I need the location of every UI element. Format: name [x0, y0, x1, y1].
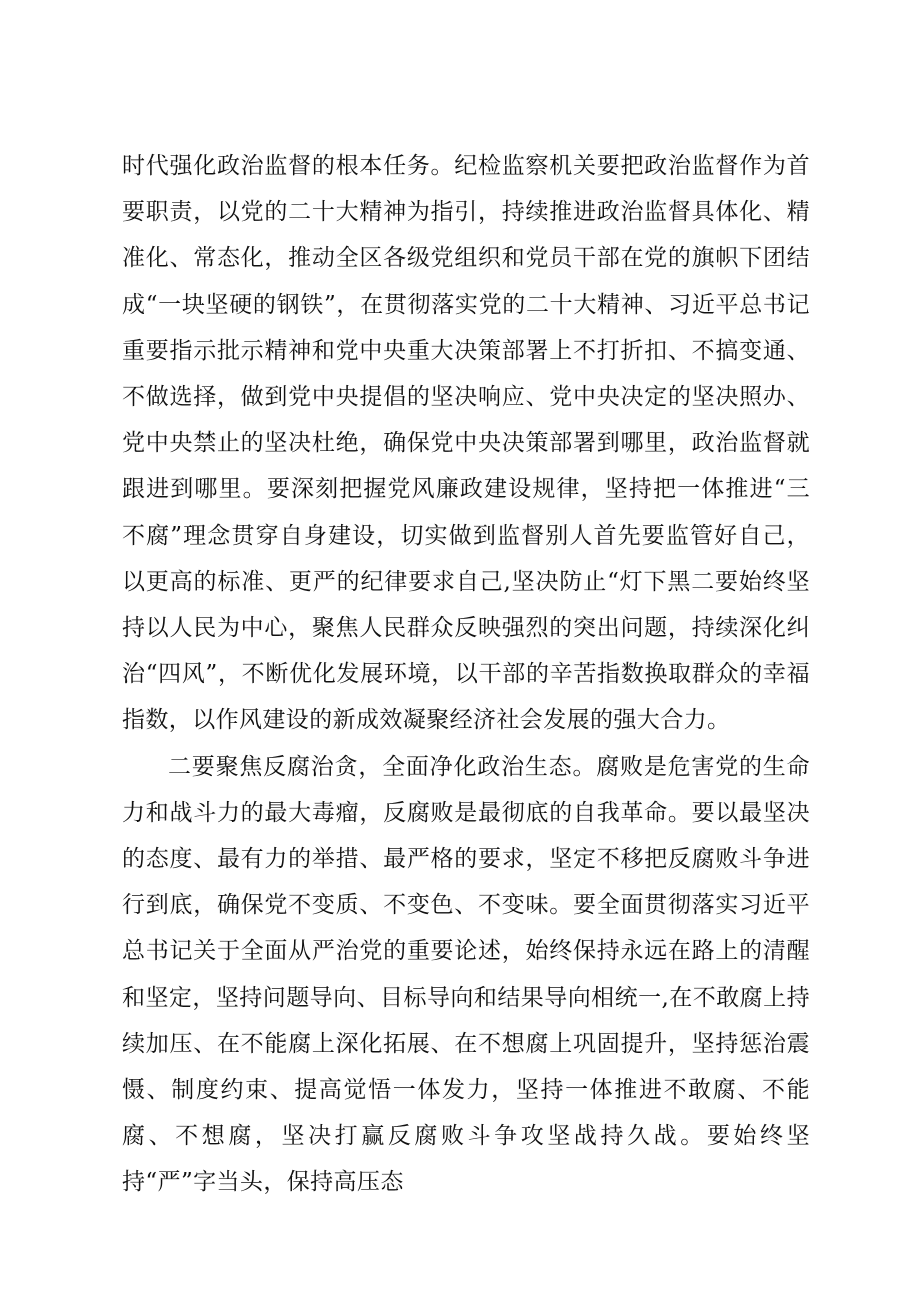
paragraph-1: 时代强化政治监督的根本任务。纪检监察机关要把政治监督作为首要职责，以党的二十大精神为指引，持续推进政治监督具体化、精准化、常态化，推动全区各级党组织和党员干部在党的旗帜下团结成“一块坚硬的钢铁”，在贯彻落实党的二十大精神、习近平总书记重要指示批示精神和党中央重大决策部署上不打折扣、不搞变通、不做选择，做到党中央提倡的坚决响应、党中央决定的坚决照办、党中央禁止的坚决杜绝，确保党中央决策部署到哪里，政治监督就跟进到哪里。要深刻把握党风廉政建设规律，坚持把一体推进“三不腐”理念贯穿自身建设，切实做到监督别人首先要监管好自己，以更高的标准、更严的纪律要求自己,坚决防止“灯下黑二要始终坚持以人民为中心，聚焦人民群众反映强烈的突出问题，持续深化纠治“四风”，不断优化发展环境，以干部的辛苦指数换取群众的幸福指数，以作风建设的新成效凝聚经济社会发展的强大合力。: [122, 153, 810, 734]
document-body: [122, 143, 810, 1206]
paragraph-2: 二要聚焦反腐治贪，全面净化政治生态。腐败是危害党的生命力和战斗力的最大毒瘤，反腐败是最彻底的自我革命。要以最坚决的态度、最有力的举措、最严格的要求，坚定不移把反腐败斗争进行到底，确保党不变质、不变色、不变味。要全面贯彻落实习近平总书记关于全面从严治党的重要论述，始终保持永远在路上的清醒和坚定，坚持问题导向、目标导向和结果导向相统一,在不敢腐上持续加压、在不能腐上深化拓展、在不想腐上巩固提升，坚持惩治震慑、制度约束、提高觉悟一体发力，坚持一体推进不敢腐、不能腐、不想腐，坚决打赢反腐败斗争攻坚战持久战。要始终坚持“严”字当头，保持高压态: [122, 753, 810, 1196]
